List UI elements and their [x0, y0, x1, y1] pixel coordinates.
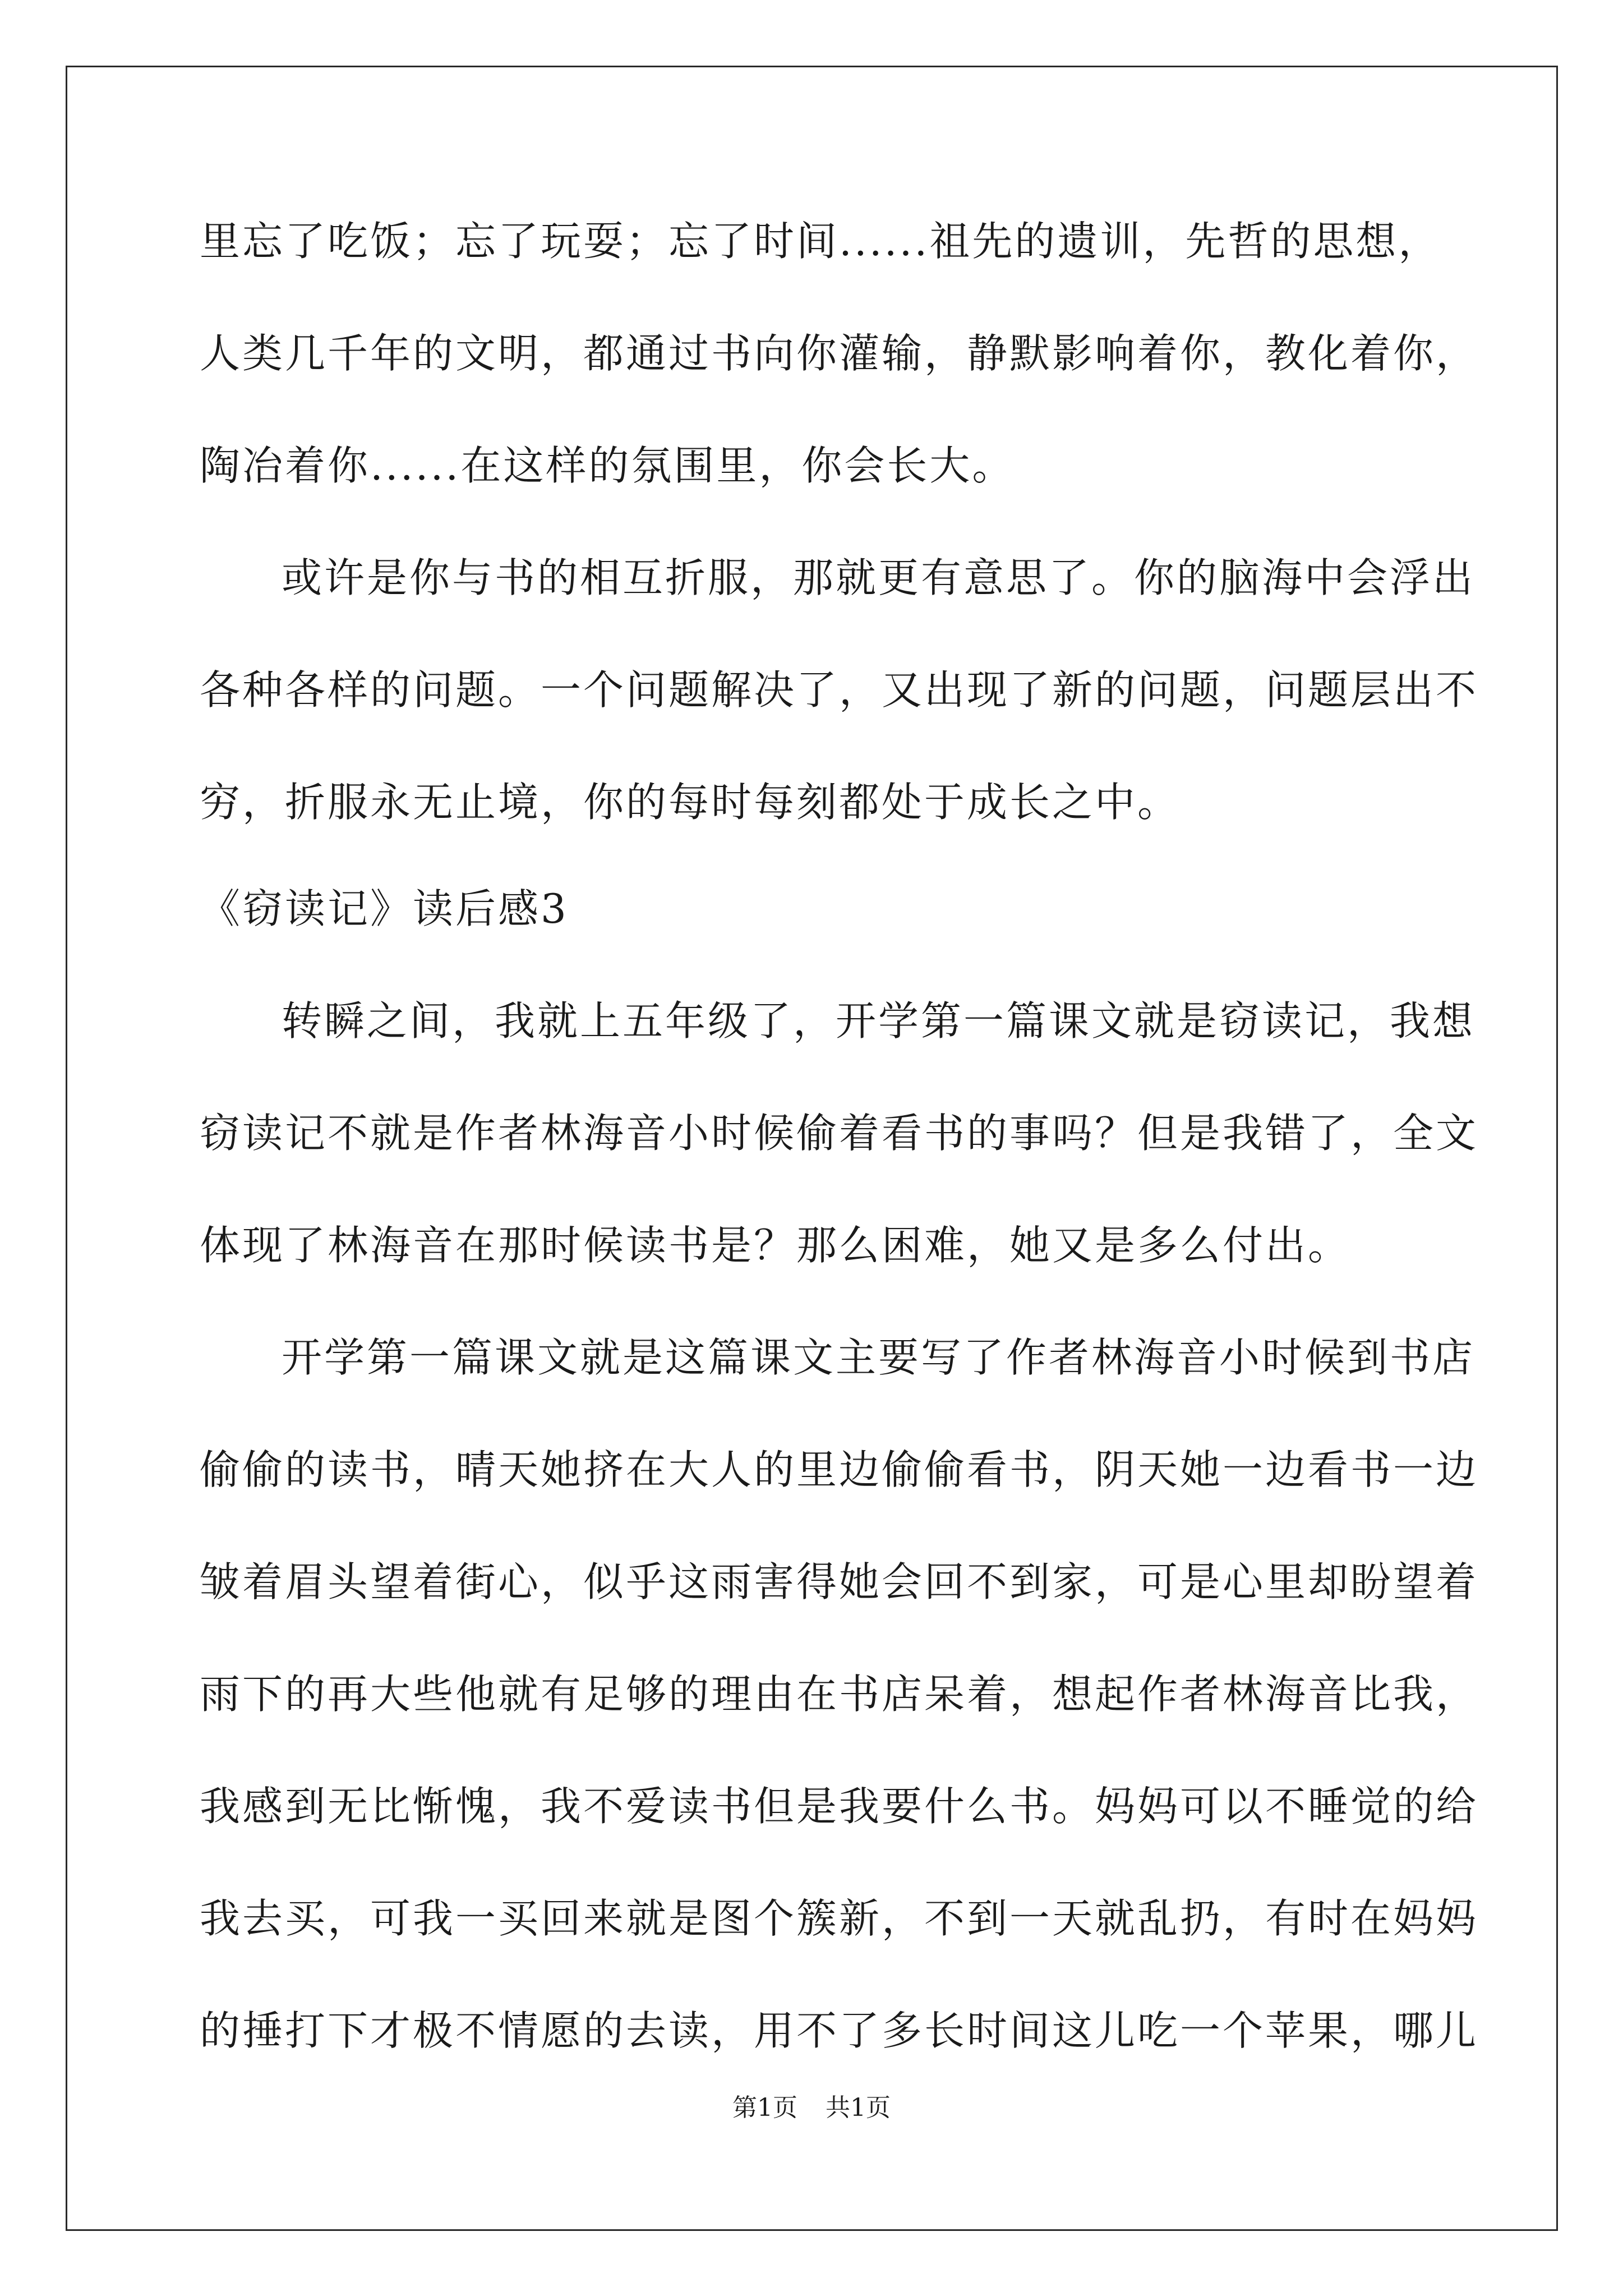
text-line: 我感到无比惭愧，我不爱读书但是我要什么书。妈妈可以不睡觉的给 — [200, 1783, 1479, 1830]
text-line: 我去买，可我一买回来就是图个簇新，不到一天就乱扔，有时在妈妈 — [200, 1895, 1479, 1942]
text-line: 各种各样的问题。一个问题解决了，又出现了新的问题，问题层出不 — [200, 666, 1479, 714]
text-line: 的捶打下才极不情愿的去读，用不了多长时间这儿吃一个苹果，哪儿 — [200, 2007, 1479, 2054]
page-number: 第1页 — [732, 2093, 797, 2122]
page-footer — [0, 2091, 1623, 2125]
text-line: 穷，折服永无止境，你的每时每刻都处于成长之中。 — [200, 779, 1181, 826]
page-total: 共1页 — [826, 2093, 891, 2122]
text-line: 皱着眉头望着街心，似乎这雨害得她会回不到家，可是心里却盼望着 — [200, 1558, 1479, 1605]
text-line: 人类几千年的文明，都通过书向你灌输，静默影响着你，教化着你， — [200, 330, 1479, 377]
text-line: 里忘了吃饭；忘了玩耍；忘了时间......祖先的遗训，先哲的思想， — [200, 218, 1441, 265]
text-line: 窃读记不就是作者林海音小时候偷着看书的事吗？但是我错了，全文 — [200, 1110, 1479, 1157]
text-line: 体现了林海音在那时候读书是？那么困难，她又是多么付出。 — [200, 1222, 1351, 1269]
paragraph-first-line: 或许是你与书的相互折服，那就更有意思了。你的脑海中会浮出 — [282, 554, 1476, 601]
text-line: 偷偷的读书，晴天她挤在大人的里边偷偷看书，阴天她一边看书一边 — [200, 1446, 1479, 1493]
paragraph-first-line: 开学第一篇课文就是这篇课文主要写了作者林海音小时候到书店 — [282, 1334, 1476, 1381]
paragraph-first-line: 转瞬之间，我就上五年级了，开学第一篇课文就是窃读记，我想 — [282, 997, 1476, 1045]
text-line: 雨下的再大些他就有足够的理由在书店呆着，想起作者林海音比我， — [200, 1671, 1479, 1718]
section-heading: 《窃读记》读后感3 — [200, 885, 569, 932]
text-line: 陶冶着你......在这样的氛围里，你会长大。 — [200, 442, 1015, 489]
